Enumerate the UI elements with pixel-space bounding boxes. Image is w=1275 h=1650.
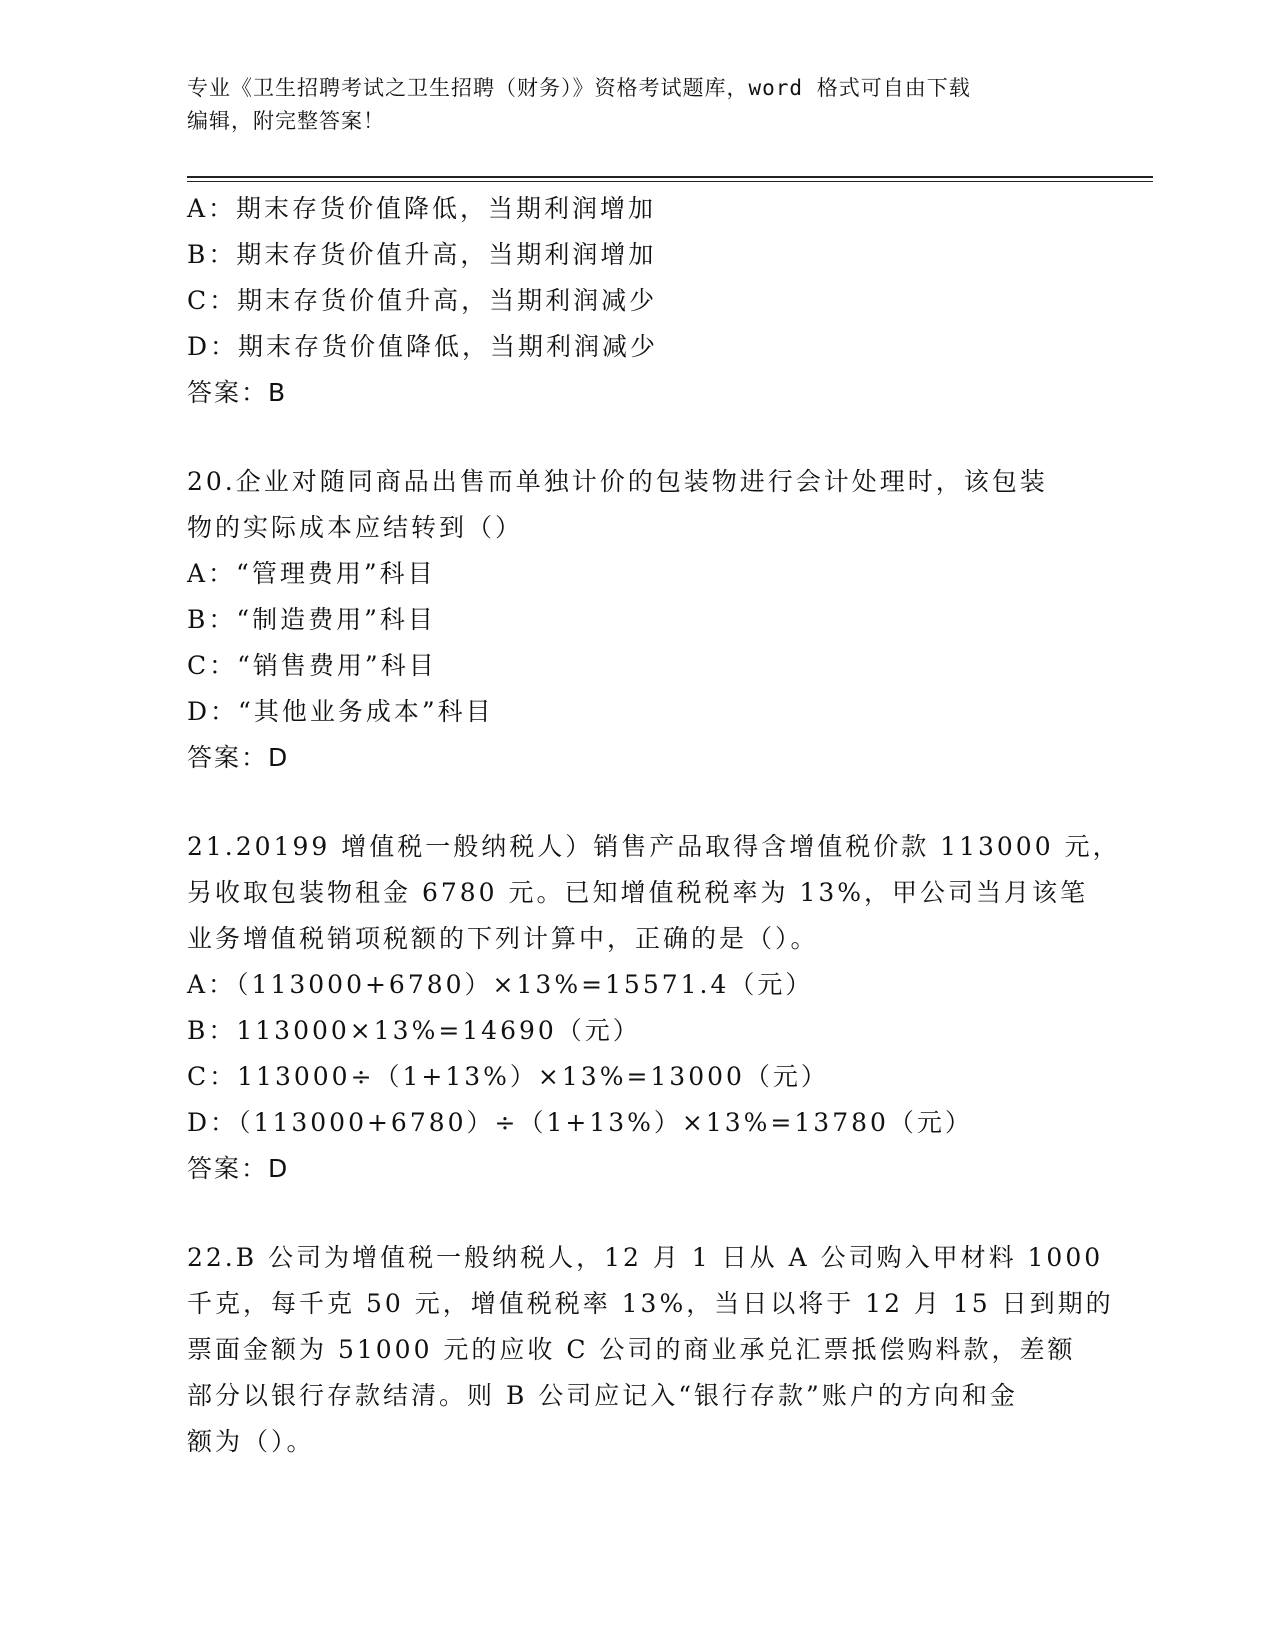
header-line-2: 编辑，附完整答案！: [187, 109, 385, 133]
option-d: D：（113000+6780）÷（1+13%）×13%=13780（元）: [187, 1108, 973, 1137]
question-stem-line: 部分以银行存款结清。则 B 公司应记入“银行存款”账户的方向和金: [187, 1381, 1018, 1410]
question-stem-line: 物的实际成本应结转到（）: [187, 513, 524, 542]
page-header: [187, 72, 1087, 138]
header-line-1: 专业《卫生招聘考试之卫生招聘（财务）》资格考试题库，word 格式可自由下载: [187, 76, 971, 100]
header-divider-thin: [187, 181, 1153, 182]
spacer: [187, 416, 1087, 459]
question-stem-line: 额为（）。: [187, 1427, 315, 1456]
answer: 答案：B: [187, 378, 288, 407]
option-d: D：期末存货价值降低，当期利润减少: [187, 332, 659, 361]
question-19: [187, 186, 1087, 416]
question-21: [187, 824, 1121, 1192]
option-b: B：期末存货价值升高，当期利润增加: [187, 240, 657, 269]
option-d: D：“其他业务成本”科目: [187, 697, 494, 726]
answer: 答案：D: [187, 1154, 290, 1183]
option-a: A：“管理费用”科目: [187, 559, 436, 588]
spacer: [187, 781, 1087, 824]
option-c: C：113000÷（1+13%）×13%=13000（元）: [187, 1062, 829, 1091]
option-b: B：113000×13%=14690（元）: [187, 1016, 641, 1045]
question-20: [187, 459, 1087, 781]
header-divider-thick: [187, 176, 1153, 178]
question-stem-line: 20.企业对随同商品出售而单独计价的包装物进行会计处理时，该包装: [187, 467, 1048, 496]
question-22: [187, 1235, 1114, 1465]
question-stem-line: 票面金额为 51000 元的应收 C 公司的商业承兑汇票抵偿购料款，差额: [187, 1335, 1076, 1364]
question-content: [187, 186, 1121, 1465]
question-stem-line: 业务增值税销项税额的下列计算中，正确的是（）。: [187, 924, 819, 953]
option-c: C：“销售费用”科目: [187, 651, 437, 680]
option-b: B：“制造费用”科目: [187, 605, 436, 634]
option-a: A：（113000+6780）×13%=15571.4（元）: [187, 970, 814, 999]
question-stem-line: 另收取包装物租金 6780 元。已知增值税税率为 13%，甲公司当月该笔: [187, 878, 1089, 907]
question-stem-line: 21.20199 增值税一般纳税人）销售产品取得含增值税价款 113000 元，: [187, 832, 1121, 861]
answer: 答案：D: [187, 743, 290, 772]
option-a: A：期末存货价值降低，当期利润增加: [187, 194, 657, 223]
question-stem-line: 22.B 公司为增值税一般纳税人，12 月 1 日从 A 公司购入甲材料 1000: [187, 1243, 1104, 1272]
spacer: [187, 1192, 1087, 1235]
question-stem-line: 千克，每千克 50 元，增值税税率 13%，当日以将于 12 月 15 日到期的: [187, 1289, 1114, 1318]
option-c: C：期末存货价值升高，当期利润减少: [187, 286, 658, 315]
